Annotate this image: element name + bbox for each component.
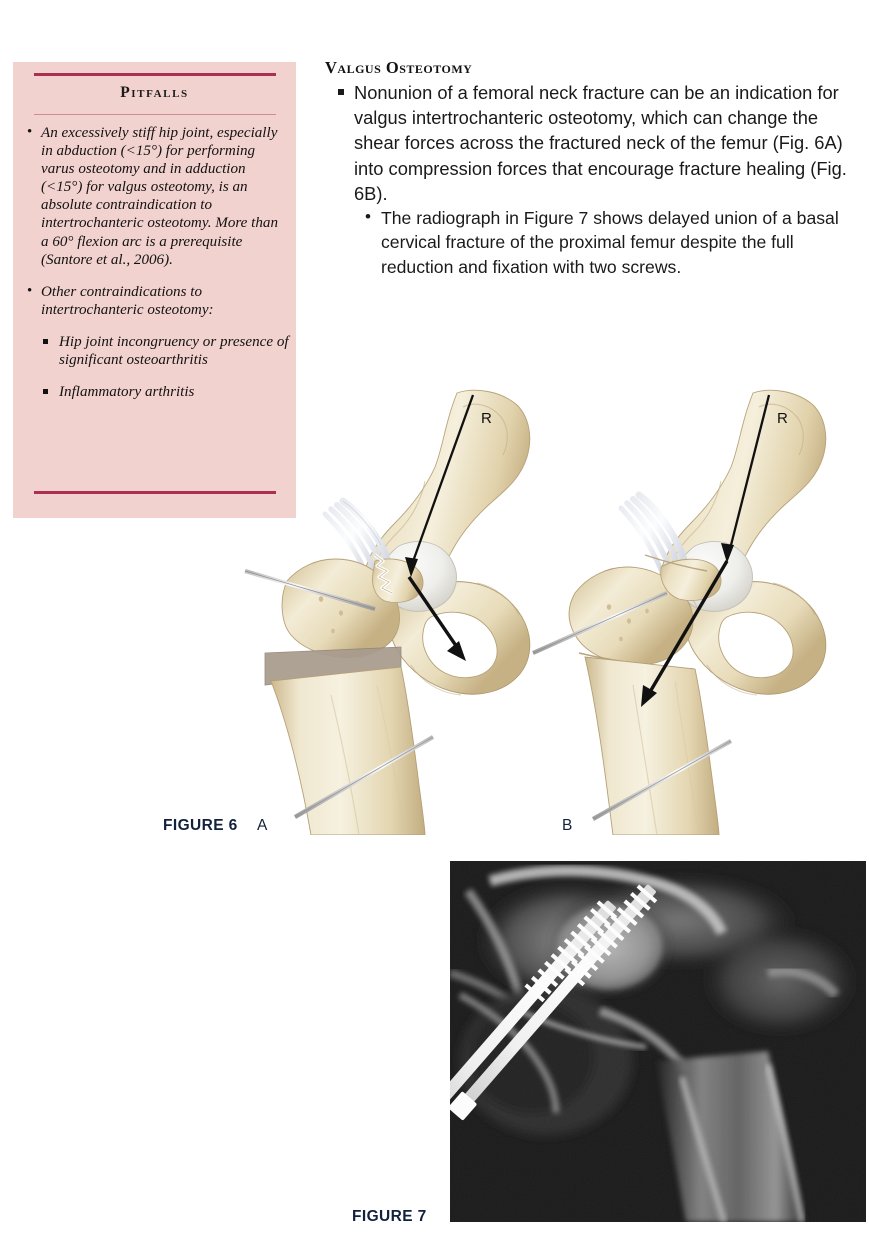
figure7-radiograph: [450, 861, 866, 1222]
force-vector-label-r: R: [481, 410, 492, 427]
bullet-dot-icon: •: [365, 207, 371, 227]
bone-pore: [607, 604, 611, 610]
pitfalls-divider-rule: [34, 114, 276, 115]
pitfalls-item-text: Other contraindications to intertrochanteric osteotomy:: [41, 283, 214, 318]
hip-anatomy-b-svg: [521, 385, 831, 835]
bone-pore: [645, 609, 649, 614]
body-bullet-level1: [325, 80, 867, 206]
femoral-shaft: [271, 667, 425, 835]
bullet-dot-icon: •: [27, 282, 33, 299]
figure7-caption: FIGURE 7: [352, 1208, 427, 1225]
figure6-panel-a-label: A: [257, 817, 268, 834]
pitfalls-item-text: An excessively stiff hip joint, especially in abduction (<15°) for performing varus osteotomy and in adduction (<15°) for valgus osteotomy, is an absolute contraindication to intertrochanteric osteotomy. More than a 60° flexion arc is a prerequisite (Santore et al., 2006).: [41, 125, 278, 268]
pitfalls-top-rule: [34, 73, 276, 76]
figure6-illustration-area: [225, 385, 845, 835]
figure6-panel-b: [521, 385, 831, 835]
pitfalls-item: [21, 283, 289, 319]
main-text-column: [325, 58, 867, 279]
hip-anatomy-a-svg: [225, 385, 535, 835]
bone-pore: [319, 596, 323, 602]
pitfalls-list: [21, 124, 289, 415]
bone-pore: [339, 610, 343, 615]
femoral-shaft: [585, 657, 719, 835]
section-heading: Valgus Osteotomy: [325, 58, 473, 77]
pitfalls-title: Pitfalls: [120, 84, 189, 101]
radiograph-svg: [450, 861, 866, 1222]
bone-pore: [331, 629, 335, 634]
body-bullet-level2: [325, 206, 867, 279]
pitfalls-subitem-text: Inflammatory arthritis: [59, 384, 195, 401]
pitfalls-item: [21, 124, 289, 269]
film-grain-overlay: [450, 861, 866, 1222]
bone-pore: [627, 618, 631, 623]
pitfalls-subitem-text: Hip joint incongruency or presence of significant osteoarthritis: [59, 333, 289, 369]
bullet-square-icon: [338, 89, 344, 95]
force-vector-label-r: R: [777, 410, 788, 427]
figure6-caption: FIGURE 6: [163, 817, 238, 834]
bullet-square-icon: [43, 339, 48, 344]
body-bullet-text: Nonunion of a femoral neck fracture can be an indication for valgus intertrochanteric osteotomy, which can change the shear forces across the fractured neck of the femur (Fig. 6A) into compression forces that encourage fracture healing (Fig. 6B).: [354, 82, 847, 204]
figure6-panel-b-label: B: [562, 817, 573, 834]
bullet-square-icon: [43, 389, 48, 394]
figure6-panel-a: [225, 385, 535, 835]
body-bullet-text: The radiograph in Figure 7 shows delayed union of a basal cervical fracture of the proximal femur despite the full reduction and fixation with two screws.: [381, 208, 839, 277]
bone-pore: [619, 637, 623, 642]
pitfalls-subitem: [21, 333, 289, 369]
bullet-dot-icon: •: [27, 124, 33, 140]
